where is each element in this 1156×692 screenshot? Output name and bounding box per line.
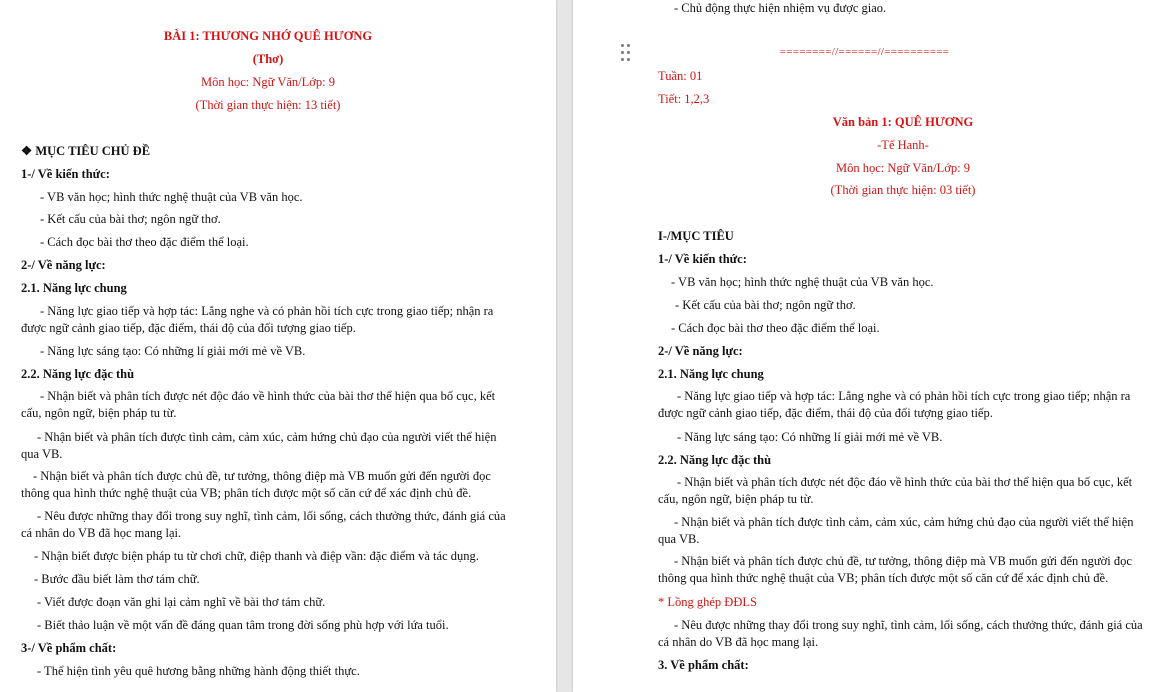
specific-competence-item: - Nhận biết và phân tích được tình cảm, cảm xúc, cảm hứng chủ đạo của người viết thể hiện qua VB. [658, 515, 1134, 546]
specific-competence-item: - Nhận biết và phân tích được tình cảm, cảm xúc, cảm hứng chủ đạo của người viết thể hiện qua VB. [21, 430, 497, 461]
specific-competence-item: - Nhận biết và phân tích được nét độc đáo về hình thức của bài thơ thể hiện qua bố cục, kết cấu, ngôn ngữ, biện pháp tu từ. [658, 475, 1133, 506]
knowledge-heading: 1-/ Về kiến thức: [21, 167, 110, 181]
objectives-heading: I-/MỤC TIÊU [658, 229, 734, 243]
general-competence-heading: 2.1. Năng lực chung [658, 367, 764, 381]
lesson-title: BÀI 1: THƯƠNG NHỚ QUÊ HƯƠNG [163, 29, 373, 43]
general-competence-item: - Năng lực giao tiếp và hợp tác: Lắng nghe và có phản hồi tích cực trong giao tiếp; nhận ra được ngữ cảnh giao tiếp, đặc điểm, thái độ của đối tượng giao tiếp. [21, 304, 494, 335]
knowledge-item: - Kết cấu của bài thơ; ngôn ngữ thơ. [675, 298, 856, 312]
knowledge-item: - Kết cấu của bài thơ; ngôn ngữ thơ. [40, 212, 221, 226]
quality-item: - Thể hiện tình yêu quê hương bằng những hành động thiết thực. [37, 664, 360, 678]
knowledge-item: - Cách đọc bài thơ theo đặc điểm thể loại. [671, 321, 880, 335]
periods-label: Tiết: 1,2,3 [658, 92, 710, 106]
quality-heading: 3-/ Về phẩm chất: [21, 641, 117, 655]
lesson-subject: Môn học: Ngữ Văn/Lớp: 9 [201, 75, 335, 89]
specific-competence-item: - Nhận biết và phân tích được chủ đề, tư tưởng, thông điệp mà VB muốn gửi đến người đọc thông qua hình thức nghệ thuật của VB; phân tích được một số căn cứ để xác định chủ đề. [21, 469, 491, 500]
specific-competence-item: - Nêu được những thay đổi trong suy nghĩ, tình cảm, lối sống, cách thưởng thức, đánh giá của cá nhân do VB đã học mang lại. [21, 509, 506, 540]
specific-competence-item: - Biết thảo luận về một vấn đề đáng quan tâm trong đời sống phù hợp với lứa tuổi. [37, 618, 449, 632]
competence-heading: 2-/ Về năng lực: [658, 344, 743, 358]
knowledge-item: - VB văn học; hình thức nghệ thuật của VB văn học. [671, 275, 934, 289]
specific-competence-heading: 2.2. Năng lực đặc thù [21, 367, 135, 381]
general-competence-heading: 2.1. Năng lực chung [21, 281, 127, 295]
integration-note: * Lồng ghép ĐĐLS [658, 595, 757, 609]
text-subject: Môn học: Ngữ Văn/Lớp: 9 [836, 161, 970, 175]
competence-heading: 2-/ Về năng lực: [21, 258, 106, 272]
lesson-duration: (Thời gian thực hiện: 13 tiết) [195, 98, 341, 112]
specific-competence-item: - Nhận biết và phân tích được nét độc đáo về hình thức của bài thơ thể hiện qua bố cục, kết cấu, ngôn ngữ, biện pháp tu từ. [21, 389, 496, 420]
document-page-left [0, 0, 556, 692]
integration-item: - Nêu được những thay đổi trong suy nghĩ, tình cảm, lối sống, cách thưởng thức, đánh giá của cá nhân do VB đã học mang lại. [658, 618, 1143, 649]
general-competence-item: - Năng lực sáng tạo: Có những lí giải mới mẻ về VB. [40, 344, 306, 358]
text-title: Văn bản 1: QUÊ HƯƠNG [832, 115, 974, 129]
specific-competence-item: - Viết được đoạn văn ghi lại cảm nghĩ về bài thơ tám chữ. [37, 595, 326, 609]
quality-heading: 3. Về phẩm chất: [658, 658, 749, 672]
separator-line: ========//======//========== [779, 46, 950, 58]
objectives-heading: ❖ MỤC TIÊU CHỦ ĐỀ [21, 144, 151, 158]
week-label: Tuần: 01 [658, 69, 703, 83]
general-competence-item: - Năng lực sáng tạo: Có những lí giải mới mẻ về VB. [677, 430, 943, 444]
text-duration: (Thời gian thực hiện: 03 tiết) [830, 183, 976, 197]
specific-competence-item: - Nhận biết được biện pháp tu từ chơi chữ, điệp thanh và điệp vần: đặc điểm và tác dụng. [34, 549, 479, 563]
specific-competence-heading: 2.2. Năng lực đặc thù [658, 453, 772, 467]
text-author: -Tế Hanh- [877, 138, 929, 152]
lesson-subtitle: (Thơ) [252, 52, 284, 66]
knowledge-item: - VB văn học; hình thức nghệ thuật của VB văn học. [40, 190, 303, 204]
task-item: - Chủ động thực hiện nhiệm vụ được giao. [674, 1, 887, 15]
specific-competence-item: - Bước đầu biết làm thơ tám chữ. [34, 572, 200, 586]
document-page-right [573, 0, 1156, 692]
specific-competence-item: - Nhận biết và phân tích được chủ đề, tư tưởng, thông điệp mà VB muốn gửi đến người đọc thông qua hình thức nghệ thuật của VB; phân tích được một số căn cứ để xác định chủ đề. [658, 554, 1132, 585]
general-competence-item: - Năng lực giao tiếp và hợp tác: Lắng nghe và có phản hồi tích cực trong giao tiếp; nhận ra được ngữ cảnh giao tiếp, đặc điểm, thái độ của đối tượng giao tiếp. [658, 389, 1131, 420]
knowledge-heading: 1-/ Về kiến thức: [658, 252, 747, 266]
knowledge-item: - Cách đọc bài thơ theo đặc điểm thể loại. [40, 235, 249, 249]
